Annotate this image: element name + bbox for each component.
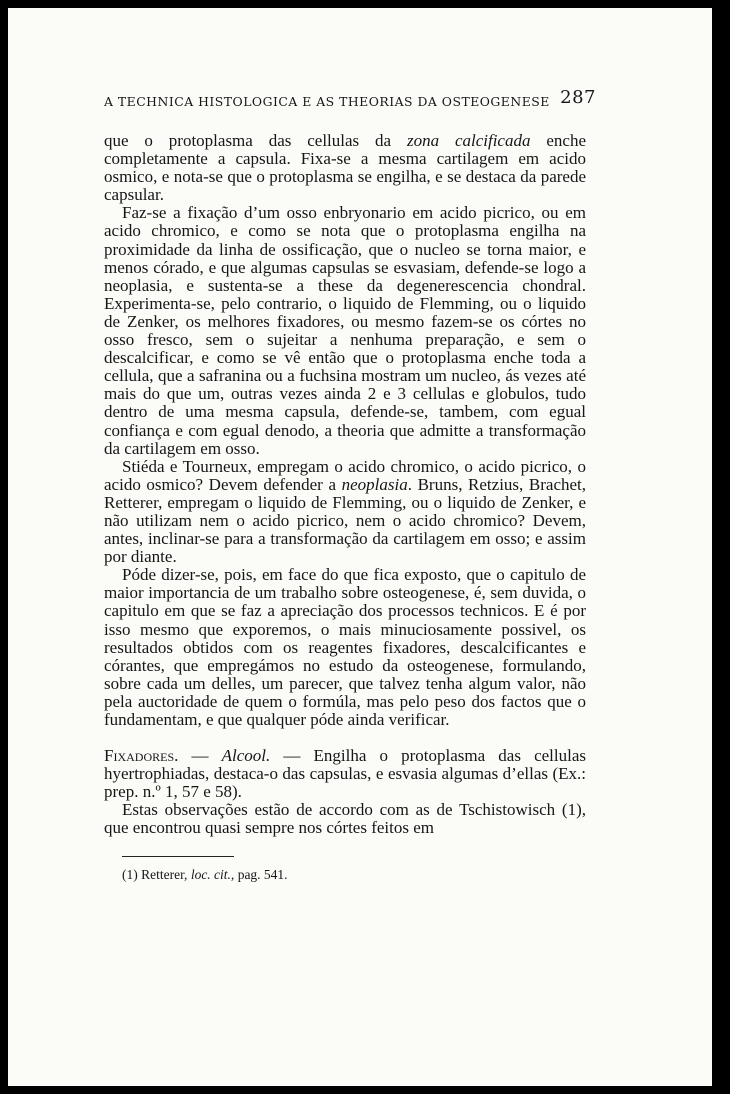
running-head-title: A TECHNICA HISTOLOGICA E AS THEORIAS DA OSTEOGENESE <box>104 94 550 109</box>
paragraph <box>104 747 586 801</box>
book-page <box>8 8 712 1086</box>
text-run: enche completamente a capsula. Fixa-se a mesma cartilagem em acido osmico, e nota-se que o protoplasma se engilha, e se destaca da parede capsular. <box>104 131 586 205</box>
page-number: 287 <box>560 87 596 108</box>
paragraph <box>104 204 586 457</box>
text-run: — Engilha o protoplasma das cellulas hyertrophiadas, destaca-o das capsulas, e esvasia algumas d’ellas (Ex.: prep. n.º 1, 57 e 58). <box>104 746 586 802</box>
footnote-author: Retterer, <box>141 866 188 882</box>
text-run: . Bruns, Retzius, Brachet, Retterer, empregam o liquido de Flemming, ou o liquido de Zenker, e não utilizam nem o acido picrico, nem o acido chromico? Devem, antes, inclinar-se para a transformação da cartilagem em osso; e assim por diante. <box>104 474 587 567</box>
italic-text: Alcool. <box>221 746 271 766</box>
italic-text: zona calcificada <box>406 131 531 150</box>
footnote-page: pag. 541. <box>237 866 288 882</box>
text-block <box>104 86 596 883</box>
text-run: Faz-se a fixação d’um osso enbryonario em acido picrico, ou em acido chromico, e como se nota que o protoplasma engilha na proximidade da linha de ossificação, que o nucleo se torna maior, e menos córado, e que algumas capsulas se esvasiam, defende-se logo a neoplasia, e sustenta-se a these da degenerescencia chondral. Experimenta-se, pelo contrario, o liquido de Flemming, ou o liquido de Zenker, os melhores fixadores, ou mesmo fazem-se os córtes no osso fresco, sem o sujeitar a nenhuma preparação, e sem o descalcificar, e como se vê então que o protoplasma enche toda a cellula, que a safranina ou a fuchsina mostram um nucleo, ás vezes até mais do que um, outras vezes ainda 2 e 3 cellulas e globulos, tudo dentro de uma mesma capsula, defende-se, tambem, com egual confiança e com egual denodo, a theoria que admitte a transformação da cartilagem em osso. <box>104 203 586 458</box>
paragraph <box>104 801 586 837</box>
running-head <box>104 86 596 110</box>
footnote-rule <box>122 856 234 857</box>
body-text <box>104 132 586 838</box>
paragraph <box>104 566 586 729</box>
paragraph <box>104 132 586 204</box>
text-run: Fixadores. <box>104 746 179 766</box>
text-run: — <box>178 746 222 766</box>
footnote-marker: (1) <box>122 866 138 882</box>
text-run: que o protoplasma das cellulas da <box>104 131 407 150</box>
text-run: Póde dizer-se, pois, em face do que fica exposto, que o capitulo de maior importancia de um trabalho sobre osteogenese, é, sem duvida, o capitulo em que se faz a apreciação dos processos technicos. E é por isso mesmo que exporemos, o mais minuciosamente possivel, os resultados obtidos com os reagentes fixadores, descalcificantes e córantes, que empregámos no estudo da osteogenese, formulando, sobre cada um delles, um parecer, que talvez tenha algum valor, não pela auctoridade de quem o formúla, mas pelo peso dos factos que o fundamentam, e que qualquer póde ainda verificar. <box>104 565 586 729</box>
paragraph <box>104 458 586 567</box>
text-run: Stiéda e Tourneux, empregam o acido chromico, o acido picrico, o acido osmico? Devem defender a <box>104 456 586 494</box>
footnote-ref: loc. cit., <box>190 866 235 882</box>
italic-text: neoplasia <box>341 474 408 494</box>
footnote <box>122 867 586 883</box>
text-run: Estas observações estão de accordo com as de Tschistowisch (1), que encontrou quasi sempre nos córtes feitos em <box>104 800 586 838</box>
